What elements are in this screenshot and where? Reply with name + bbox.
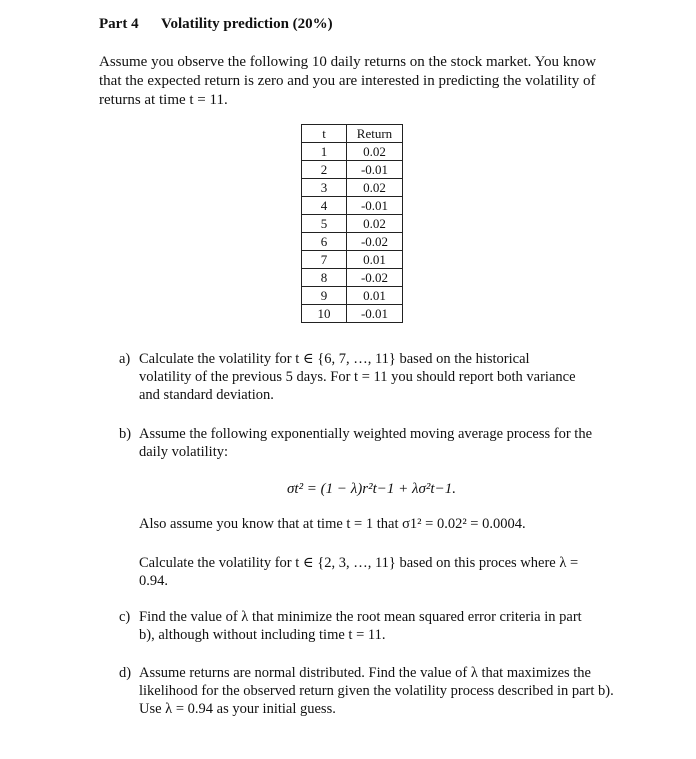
cell-t: 4 [302,197,347,215]
cell-t: 8 [302,269,347,287]
question-b-text: Assume the following exponentially weighted moving average process for the daily volatility: [139,426,593,460]
table-row [302,287,403,305]
cell-t: 1 [302,143,347,161]
table-row [302,179,403,197]
question-b [119,425,599,461]
cell-return: 0.02 [347,215,403,233]
table-row [302,269,403,287]
part-number: Part 4 [99,16,139,32]
cell-return: -0.02 [347,269,403,287]
cell-t: 7 [302,251,347,269]
table-row [302,251,403,269]
question-c [119,608,599,644]
cell-t: 10 [302,305,347,323]
cell-t: 2 [302,161,347,179]
question-d-label: d) [119,665,132,681]
intro-paragraph: Assume you observe the following 10 daily returns on the stock market. You know that the expected return is zero and you are interested in predicting the volatility of returns at time t = 11. [99,54,597,108]
table-row [302,197,403,215]
returns-table [301,124,403,323]
question-b-task: Calculate the volatility for t ∈ {2, 3, …, 11} based on this proces where λ = 0.94. [139,555,579,589]
question-a-label: a) [119,351,131,367]
question-b-assumption: Also assume you know that at time t = 1 that σ1² = 0.02² = 0.0004. [139,516,526,532]
cell-t: 6 [302,233,347,251]
ewma-formula: σt² = (1 − λ)r²t−1 + λσ²t−1. [287,481,456,497]
question-d [119,664,619,718]
table-row [302,233,403,251]
part-title: Volatility prediction (20%) [161,16,333,32]
table-row [302,143,403,161]
header-t: t [302,125,347,143]
cell-t: 3 [302,179,347,197]
part-heading [99,16,333,33]
cell-return: -0.01 [347,305,403,323]
question-b-label: b) [119,426,132,442]
cell-return: -0.01 [347,161,403,179]
question-c-label: c) [119,609,131,625]
cell-t: 5 [302,215,347,233]
table-header-row [302,125,403,143]
cell-return: 0.02 [347,179,403,197]
table-row [302,161,403,179]
header-return: Return [347,125,403,143]
cell-t: 9 [302,287,347,305]
cell-return: 0.01 [347,287,403,305]
cell-return: -0.02 [347,233,403,251]
table-row [302,305,403,323]
question-c-text: Find the value of λ that minimize the root mean squared error criteria in part b), although without including time t = 11. [139,609,582,643]
question-a [119,350,579,404]
cell-return: -0.01 [347,197,403,215]
question-a-text: Calculate the volatility for t ∈ {6, 7, …, 11} based on the historical volatility of the previous 5 days. For t = 11 you should report both variance and standard deviation. [139,351,576,403]
cell-return: 0.01 [347,251,403,269]
question-d-text: Assume returns are normal distributed. Find the value of λ that maximizes the likelihood for the observed return given the volatility process described in part b). Use λ = 0.94 as your initial guess. [139,665,614,717]
cell-return: 0.02 [347,143,403,161]
table-row [302,215,403,233]
